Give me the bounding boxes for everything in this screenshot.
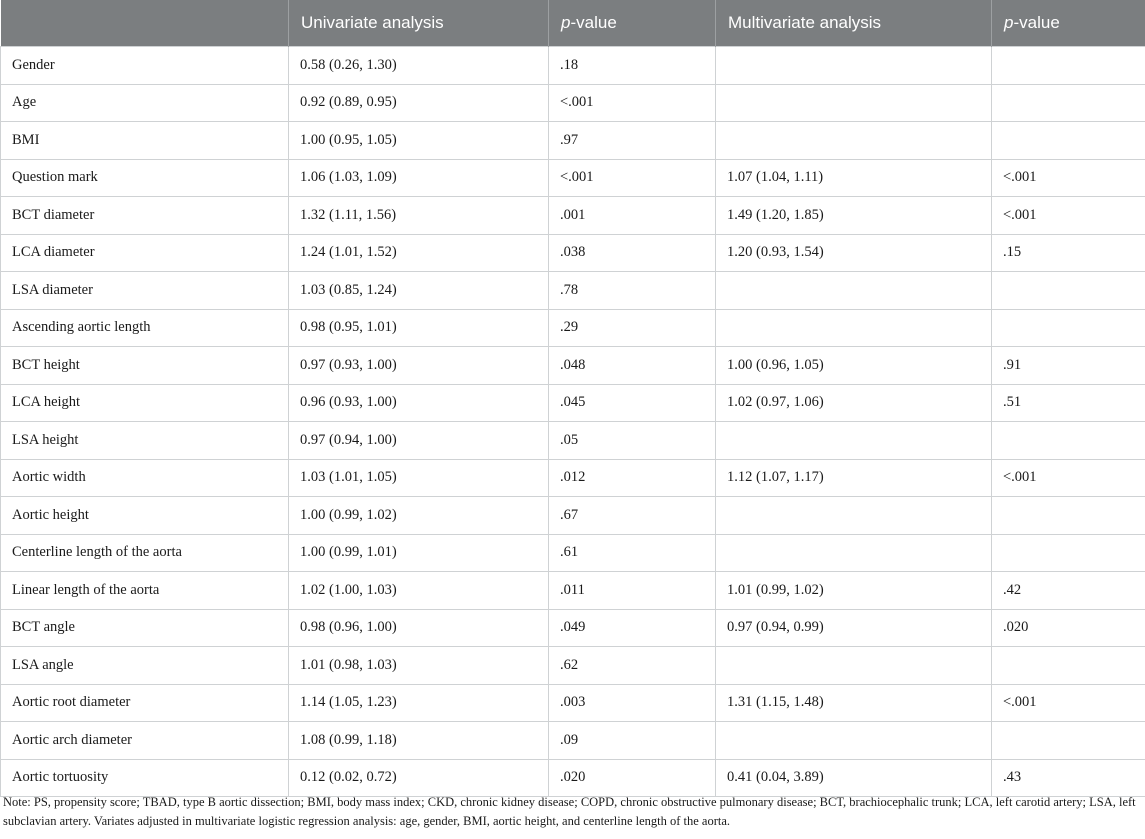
header-p-rest: -value	[1013, 13, 1060, 32]
univariate-or-cell: 0.98 (0.95, 1.01)	[289, 309, 549, 347]
univariate-p-cell: .61	[549, 534, 716, 572]
univariate-p-cell: .67	[549, 497, 716, 535]
multivariate-p-cell	[992, 722, 1145, 760]
multivariate-or-cell	[716, 422, 992, 460]
multivariate-or-cell: 1.31 (1.15, 1.48)	[716, 684, 992, 722]
variable-cell: Aortic height	[1, 497, 289, 535]
header-p-rest: -value	[570, 13, 617, 32]
multivariate-p-cell: .15	[992, 234, 1145, 272]
multivariate-or-cell: 0.97 (0.94, 0.99)	[716, 609, 992, 647]
variable-cell: Aortic root diameter	[1, 684, 289, 722]
multivariate-p-cell	[992, 47, 1145, 85]
multivariate-or-cell: 1.07 (1.04, 1.11)	[716, 159, 992, 197]
univariate-or-cell: 0.12 (0.02, 0.72)	[289, 759, 549, 797]
table-row	[1, 609, 1145, 647]
multivariate-or-cell	[716, 309, 992, 347]
table-row	[1, 459, 1145, 497]
table-row	[1, 234, 1145, 272]
multivariate-or-cell	[716, 722, 992, 760]
variable-cell: LCA height	[1, 384, 289, 422]
multivariate-p-cell: .020	[992, 609, 1145, 647]
multivariate-or-cell: 1.01 (0.99, 1.02)	[716, 572, 992, 610]
multivariate-p-cell	[992, 309, 1145, 347]
univariate-p-cell: .29	[549, 309, 716, 347]
univariate-p-cell: .18	[549, 47, 716, 85]
variable-cell: BCT angle	[1, 609, 289, 647]
table-row	[1, 347, 1145, 385]
variable-cell: Aortic arch diameter	[1, 722, 289, 760]
variable-cell: LSA diameter	[1, 272, 289, 310]
multivariate-p-cell: .42	[992, 572, 1145, 610]
table-row	[1, 47, 1145, 85]
multivariate-or-cell	[716, 647, 992, 685]
table-body	[1, 47, 1145, 797]
multivariate-p-cell	[992, 497, 1145, 535]
univariate-p-cell: .003	[549, 684, 716, 722]
multivariate-or-cell: 1.12 (1.07, 1.17)	[716, 459, 992, 497]
header-variable	[1, 0, 289, 47]
header-multivariate: Multivariate analysis	[716, 0, 992, 47]
variable-cell: Ascending aortic length	[1, 309, 289, 347]
table-row	[1, 534, 1145, 572]
univariate-p-cell: .09	[549, 722, 716, 760]
table-row	[1, 197, 1145, 235]
multivariate-p-cell	[992, 84, 1145, 122]
univariate-p-cell: <.001	[549, 159, 716, 197]
variable-cell: BCT height	[1, 347, 289, 385]
multivariate-p-cell	[992, 272, 1145, 310]
univariate-or-cell: 1.32 (1.11, 1.56)	[289, 197, 549, 235]
multivariate-p-cell: .43	[992, 759, 1145, 797]
header-multivariate-p	[992, 0, 1145, 47]
univariate-or-cell: 0.97 (0.94, 1.00)	[289, 422, 549, 460]
multivariate-or-cell: 1.00 (0.96, 1.05)	[716, 347, 992, 385]
univariate-or-cell: 1.03 (1.01, 1.05)	[289, 459, 549, 497]
univariate-p-cell: .020	[549, 759, 716, 797]
multivariate-or-cell: 1.20 (0.93, 1.54)	[716, 234, 992, 272]
table-row	[1, 122, 1145, 160]
header-univariate-p	[549, 0, 716, 47]
univariate-p-cell: .038	[549, 234, 716, 272]
multivariate-or-cell	[716, 497, 992, 535]
table-row	[1, 759, 1145, 797]
univariate-or-cell: 1.02 (1.00, 1.03)	[289, 572, 549, 610]
multivariate-p-cell	[992, 647, 1145, 685]
multivariate-or-cell	[716, 84, 992, 122]
univariate-p-cell: .05	[549, 422, 716, 460]
univariate-p-cell: .048	[549, 347, 716, 385]
table-row	[1, 309, 1145, 347]
univariate-or-cell: 1.14 (1.05, 1.23)	[289, 684, 549, 722]
multivariate-p-cell	[992, 122, 1145, 160]
variable-cell: LSA height	[1, 422, 289, 460]
multivariate-p-cell: .51	[992, 384, 1145, 422]
univariate-or-cell: 1.00 (0.95, 1.05)	[289, 122, 549, 160]
table-footnote: Note: PS, propensity score; TBAD, type B aortic dissection; BMI, body mass index; CKD, chronic kidney disease; COPD, chronic obstructive pulmonary disease; BCT, brachiocephalic trunk; LCA, left carotid artery; LSA, left subclavian artery. Variates adjusted in multivariate logistic regression analysis: age, gender, BMI, aortic height, and centerline length of the aorta.	[3, 795, 1136, 828]
table-row	[1, 722, 1145, 760]
univariate-p-cell: <.001	[549, 84, 716, 122]
univariate-or-cell: 1.24 (1.01, 1.52)	[289, 234, 549, 272]
multivariate-p-cell: <.001	[992, 197, 1145, 235]
univariate-p-cell: .011	[549, 572, 716, 610]
table-row	[1, 684, 1145, 722]
univariate-or-cell: 0.97 (0.93, 1.00)	[289, 347, 549, 385]
table-row	[1, 384, 1145, 422]
header-p-italic: p	[1004, 13, 1014, 32]
univariate-or-cell: 1.01 (0.98, 1.03)	[289, 647, 549, 685]
multivariate-p-cell: <.001	[992, 159, 1145, 197]
univariate-or-cell: 1.00 (0.99, 1.01)	[289, 534, 549, 572]
univariate-or-cell: 0.96 (0.93, 1.00)	[289, 384, 549, 422]
univariate-or-cell: 0.98 (0.96, 1.00)	[289, 609, 549, 647]
variable-cell: Centerline length of the aorta	[1, 534, 289, 572]
variable-cell: BMI	[1, 122, 289, 160]
variable-cell: LCA diameter	[1, 234, 289, 272]
multivariate-or-cell: 1.49 (1.20, 1.85)	[716, 197, 992, 235]
multivariate-or-cell: 1.02 (0.97, 1.06)	[716, 384, 992, 422]
table-header-row	[1, 0, 1145, 47]
multivariate-or-cell	[716, 122, 992, 160]
multivariate-p-cell: <.001	[992, 459, 1145, 497]
univariate-p-cell: .001	[549, 197, 716, 235]
univariate-or-cell: 1.08 (0.99, 1.18)	[289, 722, 549, 760]
multivariate-or-cell	[716, 272, 992, 310]
header-p-italic: p	[561, 13, 571, 32]
multivariate-or-cell: 0.41 (0.04, 3.89)	[716, 759, 992, 797]
multivariate-p-cell	[992, 534, 1145, 572]
multivariate-or-cell	[716, 534, 992, 572]
variable-cell: Gender	[1, 47, 289, 85]
univariate-or-cell: 0.92 (0.89, 0.95)	[289, 84, 549, 122]
univariate-p-cell: .012	[549, 459, 716, 497]
univariate-p-cell: .62	[549, 647, 716, 685]
variable-cell: Age	[1, 84, 289, 122]
multivariate-p-cell	[992, 422, 1145, 460]
header-univariate: Univariate analysis	[289, 0, 549, 47]
table-row	[1, 647, 1145, 685]
table-row	[1, 497, 1145, 535]
multivariate-p-cell: <.001	[992, 684, 1145, 722]
univariate-p-cell: .97	[549, 122, 716, 160]
variable-cell: Aortic width	[1, 459, 289, 497]
table-row	[1, 272, 1145, 310]
univariate-p-cell: .049	[549, 609, 716, 647]
variable-cell: LSA angle	[1, 647, 289, 685]
table-row	[1, 422, 1145, 460]
univariate-or-cell: 1.06 (1.03, 1.09)	[289, 159, 549, 197]
univariate-p-cell: .045	[549, 384, 716, 422]
univariate-or-cell: 1.00 (0.99, 1.02)	[289, 497, 549, 535]
univariate-or-cell: 0.58 (0.26, 1.30)	[289, 47, 549, 85]
univariate-p-cell: .78	[549, 272, 716, 310]
univariate-or-cell: 1.03 (0.85, 1.24)	[289, 272, 549, 310]
table-row	[1, 159, 1145, 197]
table-row	[1, 84, 1145, 122]
variable-cell: Aortic tortuosity	[1, 759, 289, 797]
variable-cell: Linear length of the aorta	[1, 572, 289, 610]
variable-cell: BCT diameter	[1, 197, 289, 235]
table-row	[1, 572, 1145, 610]
multivariate-p-cell: .91	[992, 347, 1145, 385]
multivariate-or-cell	[716, 47, 992, 85]
variable-cell: Question mark	[1, 159, 289, 197]
